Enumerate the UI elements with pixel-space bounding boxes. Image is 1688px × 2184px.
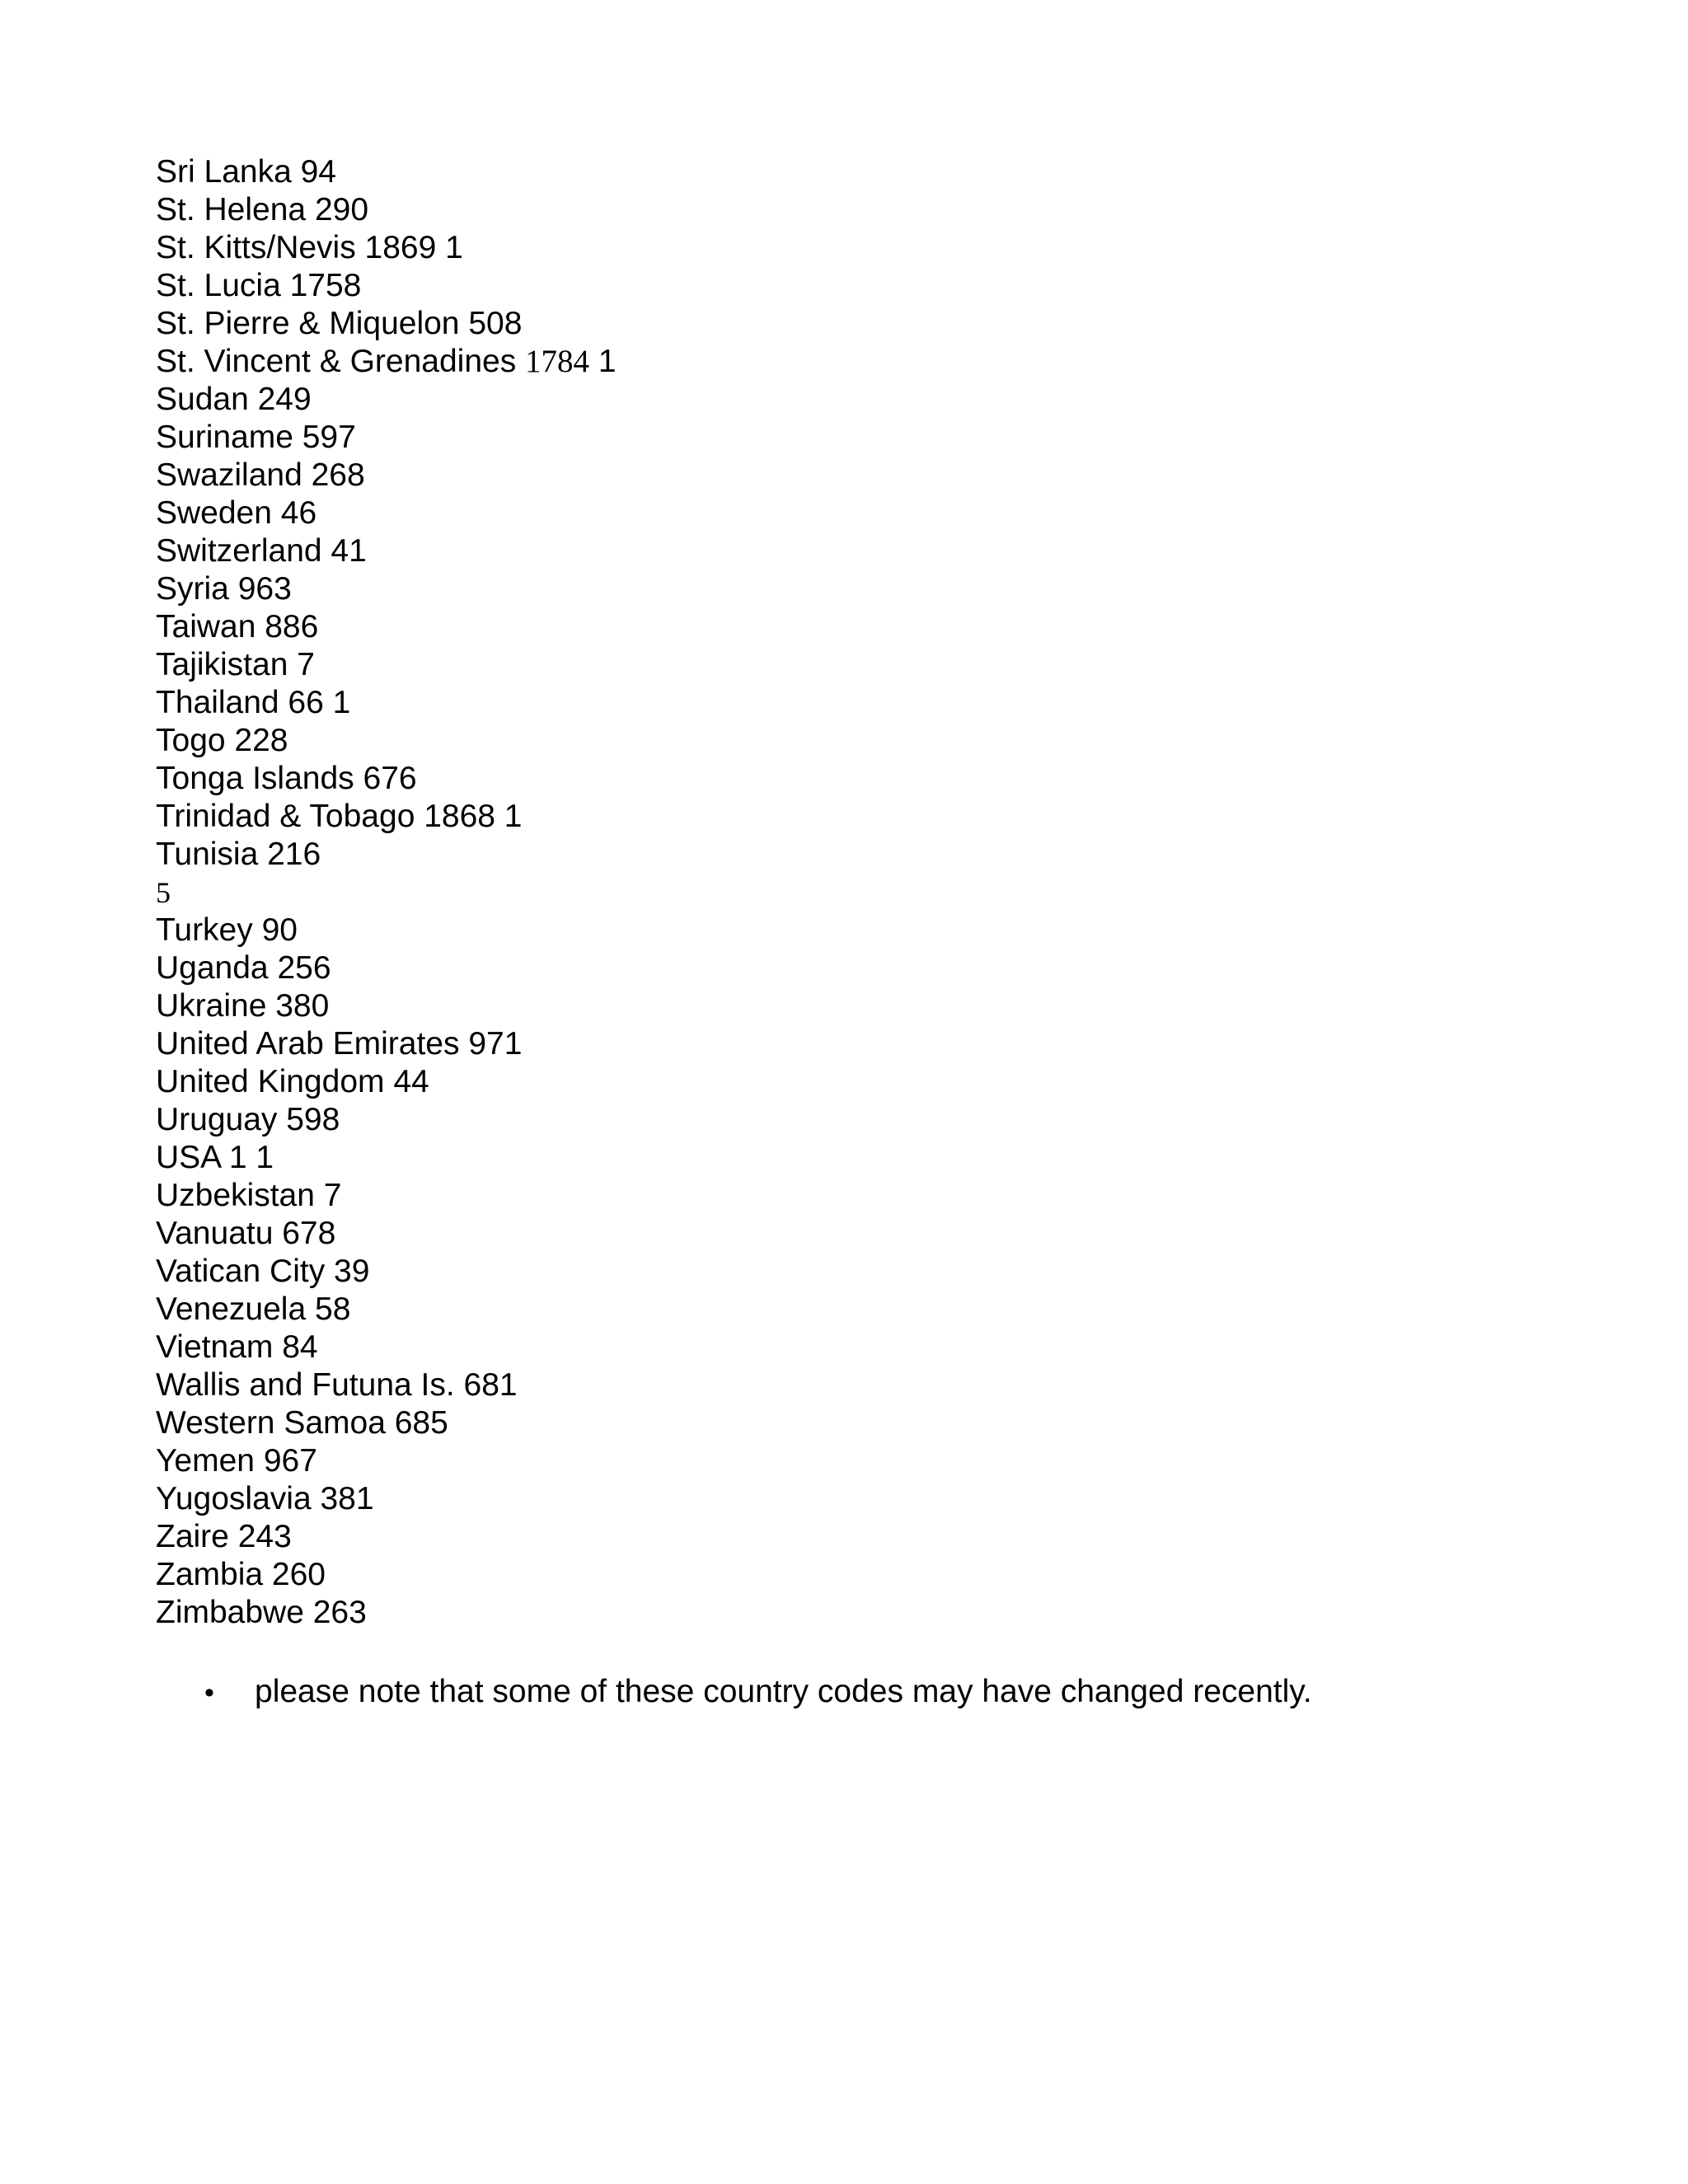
list-item: St. Lucia 1758: [156, 268, 362, 303]
list-item: Vatican City 39: [156, 1254, 370, 1289]
list-item: Togo 228: [156, 723, 288, 758]
list-item: Zambia 260: [156, 1557, 326, 1592]
list-item: Uruguay 598: [156, 1102, 340, 1137]
list-item: Taiwan 886: [156, 609, 319, 644]
bullet-icon: •: [204, 1677, 214, 1708]
country-code-list: [156, 153, 617, 1632]
list-item: Tajikistan 7: [156, 647, 315, 682]
list-item: [156, 343, 617, 381]
list-item-name: St. Vincent & Grenadines: [156, 344, 526, 379]
list-item-suffix: 1: [589, 344, 617, 379]
list-item: Sri Lanka 94: [156, 154, 336, 190]
list-item: Zimbabwe 263: [156, 1595, 367, 1630]
list-item: Swaziland 268: [156, 457, 365, 493]
footnote-text: please note that some of these country codes may have changed recently.: [255, 1674, 1312, 1709]
list-item: Switzerland 41: [156, 533, 367, 569]
list-item: St. Kitts/Nevis 1869 1: [156, 230, 463, 265]
list-item: St. Pierre & Miquelon 508: [156, 306, 523, 341]
list-item: Uganda 256: [156, 950, 331, 986]
list-item: Wallis and Futuna Is. 681: [156, 1367, 518, 1403]
footnote: [204, 1673, 1312, 1712]
list-item: USA 1 1: [156, 1140, 274, 1175]
list-item: Zaire 243: [156, 1519, 292, 1554]
list-item: Tonga Islands 676: [156, 761, 417, 796]
list-item: Western Samoa 685: [156, 1405, 448, 1441]
list-item-code: 1784: [525, 344, 590, 379]
list-item: Suriname 597: [156, 419, 356, 455]
list-item: St. Helena 290: [156, 192, 369, 227]
list-item: United Arab Emirates 971: [156, 1026, 523, 1062]
list-item: Syria 963: [156, 571, 292, 607]
list-item: Vietnam 84: [156, 1329, 318, 1365]
list-item: Vanuatu 678: [156, 1216, 336, 1251]
list-item: Uzbekistan 7: [156, 1178, 342, 1213]
list-item: Tunisia 216: [156, 837, 321, 872]
list-item: Venezuela 58: [156, 1291, 351, 1327]
list-item: Yemen 967: [156, 1443, 317, 1479]
list-item: Trinidad & Tobago 1868 1: [156, 799, 523, 834]
page-number: 5: [156, 876, 171, 909]
list-item: United Kingdom 44: [156, 1064, 429, 1099]
list-item: Sudan 249: [156, 382, 312, 417]
list-item: Ukraine 380: [156, 988, 330, 1024]
list-item: Sweden 46: [156, 495, 317, 531]
list-item: Yugoslavia 381: [156, 1481, 374, 1516]
list-item: Thailand 66 1: [156, 685, 351, 720]
list-item: Turkey 90: [156, 912, 298, 948]
